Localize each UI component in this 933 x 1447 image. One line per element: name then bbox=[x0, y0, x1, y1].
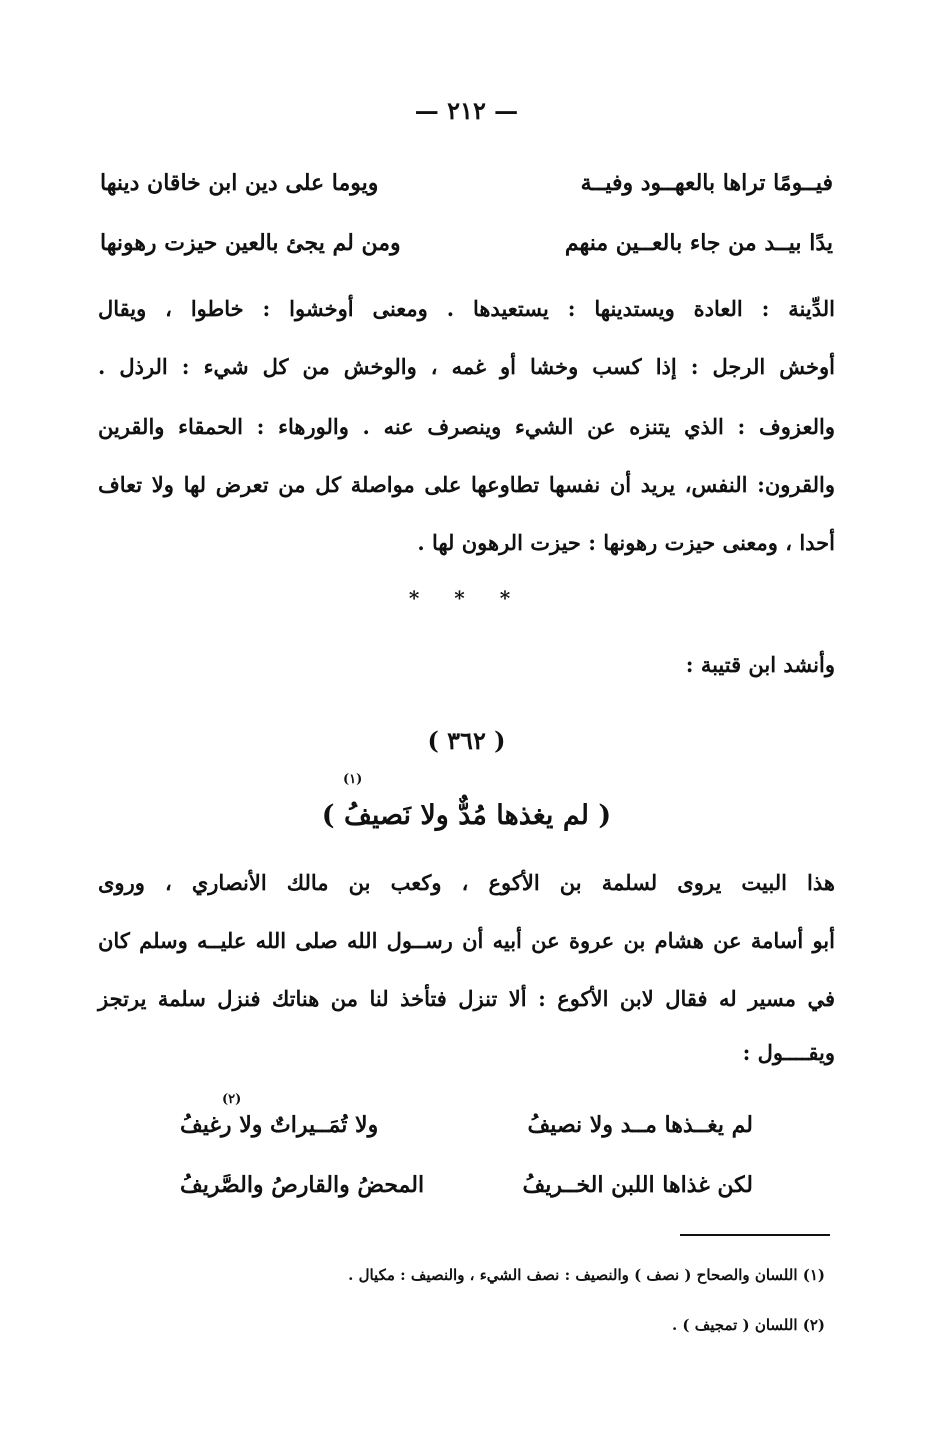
intro-line: وأنشد ابن قتيبة : bbox=[685, 652, 835, 677]
commentary-line: الدِّينة : العادة ويستدينها : يستعيدها . ومعنى أوخشوا : خاطوا ، ويقال bbox=[98, 296, 835, 321]
commentary-line: والقرون: النفس، يريد أن نفسها تطاوعها على مواصلة كل من تعرض لها ولا تعاف bbox=[98, 472, 835, 497]
poem-hemistich-second: ولا تُمَــيراتٌ ولا رغيفُ bbox=[180, 1112, 379, 1138]
entry-title: ( لم يغذها مُدٌّ ولا نَصيفُ ) bbox=[321, 800, 612, 831]
page-number: — ٢١٢ — bbox=[414, 96, 519, 125]
verse-hemistich-first: فيــومًا تراها بالعهــود وفيــة bbox=[580, 170, 833, 196]
footnote: (١) اللسان والصحاح ( نصف ) والنصيف : نصف الشيء ، والنصيف : مكيال . bbox=[348, 1266, 825, 1284]
footnote: (٢) اللسان ( تمجيف ) . bbox=[671, 1316, 825, 1334]
body-line: ويقــــول : bbox=[742, 1040, 835, 1065]
commentary-line: والعزوف : الذي يتنزه عن الشيء وينصرف عنه . والورهاء : الحمقاء والقرين bbox=[98, 414, 835, 439]
poem-hemistich-first: لم يغــذها مــد ولا نصيفُ bbox=[527, 1112, 753, 1138]
poem-row bbox=[180, 1172, 753, 1212]
verse-hemistich-second: ويوما على دين ابن خاقان دينها bbox=[100, 170, 379, 196]
poem-hemistich-first: لكن غذاها اللبن الخــريفُ bbox=[522, 1172, 753, 1198]
section-separator: * * * bbox=[408, 586, 525, 610]
verse-row bbox=[100, 230, 833, 270]
verse-hemistich-second: ومن لم يجئ بالعين حيزت رهونها bbox=[100, 230, 401, 256]
footnote-rule bbox=[680, 1234, 830, 1236]
verse-hemistich-first: يدًا بيــد من جاء بالعــين منهم bbox=[564, 230, 833, 256]
poem-footnote-mark: (٢) bbox=[222, 1092, 242, 1107]
commentary-line: أحدا ، ومعنى حيزت رهونها : حيزت الرهون لها . bbox=[417, 530, 835, 555]
body-line: هذا البيت يروى لسلمة بن الأكوع ، وكعب بن مالك الأنصاري ، وروى bbox=[98, 870, 835, 895]
commentary-line: أوخش الرجل : إذا كسب وخشا أو غمه ، والوخش من كل شيء : الرذل . bbox=[98, 354, 835, 379]
body-line: أبو أسامة عن هشام بن عروة عن أبيه أن رســول الله صلى الله عليــه وسلم كان bbox=[98, 928, 835, 953]
poem-row bbox=[180, 1112, 753, 1152]
entry-number: ( ٣٦٢ ) bbox=[427, 726, 506, 755]
poem-hemistich-second: المحضُ والقارصُ والصَّريفُ bbox=[180, 1172, 425, 1198]
verse-row bbox=[100, 170, 833, 210]
title-footnote-mark: (١) bbox=[343, 772, 363, 787]
body-line: في مسير له فقال لابن الأكوع : ألا تنزل فتأخذ لنا من هناتك فنزل سلمة يرتجز bbox=[98, 986, 835, 1011]
